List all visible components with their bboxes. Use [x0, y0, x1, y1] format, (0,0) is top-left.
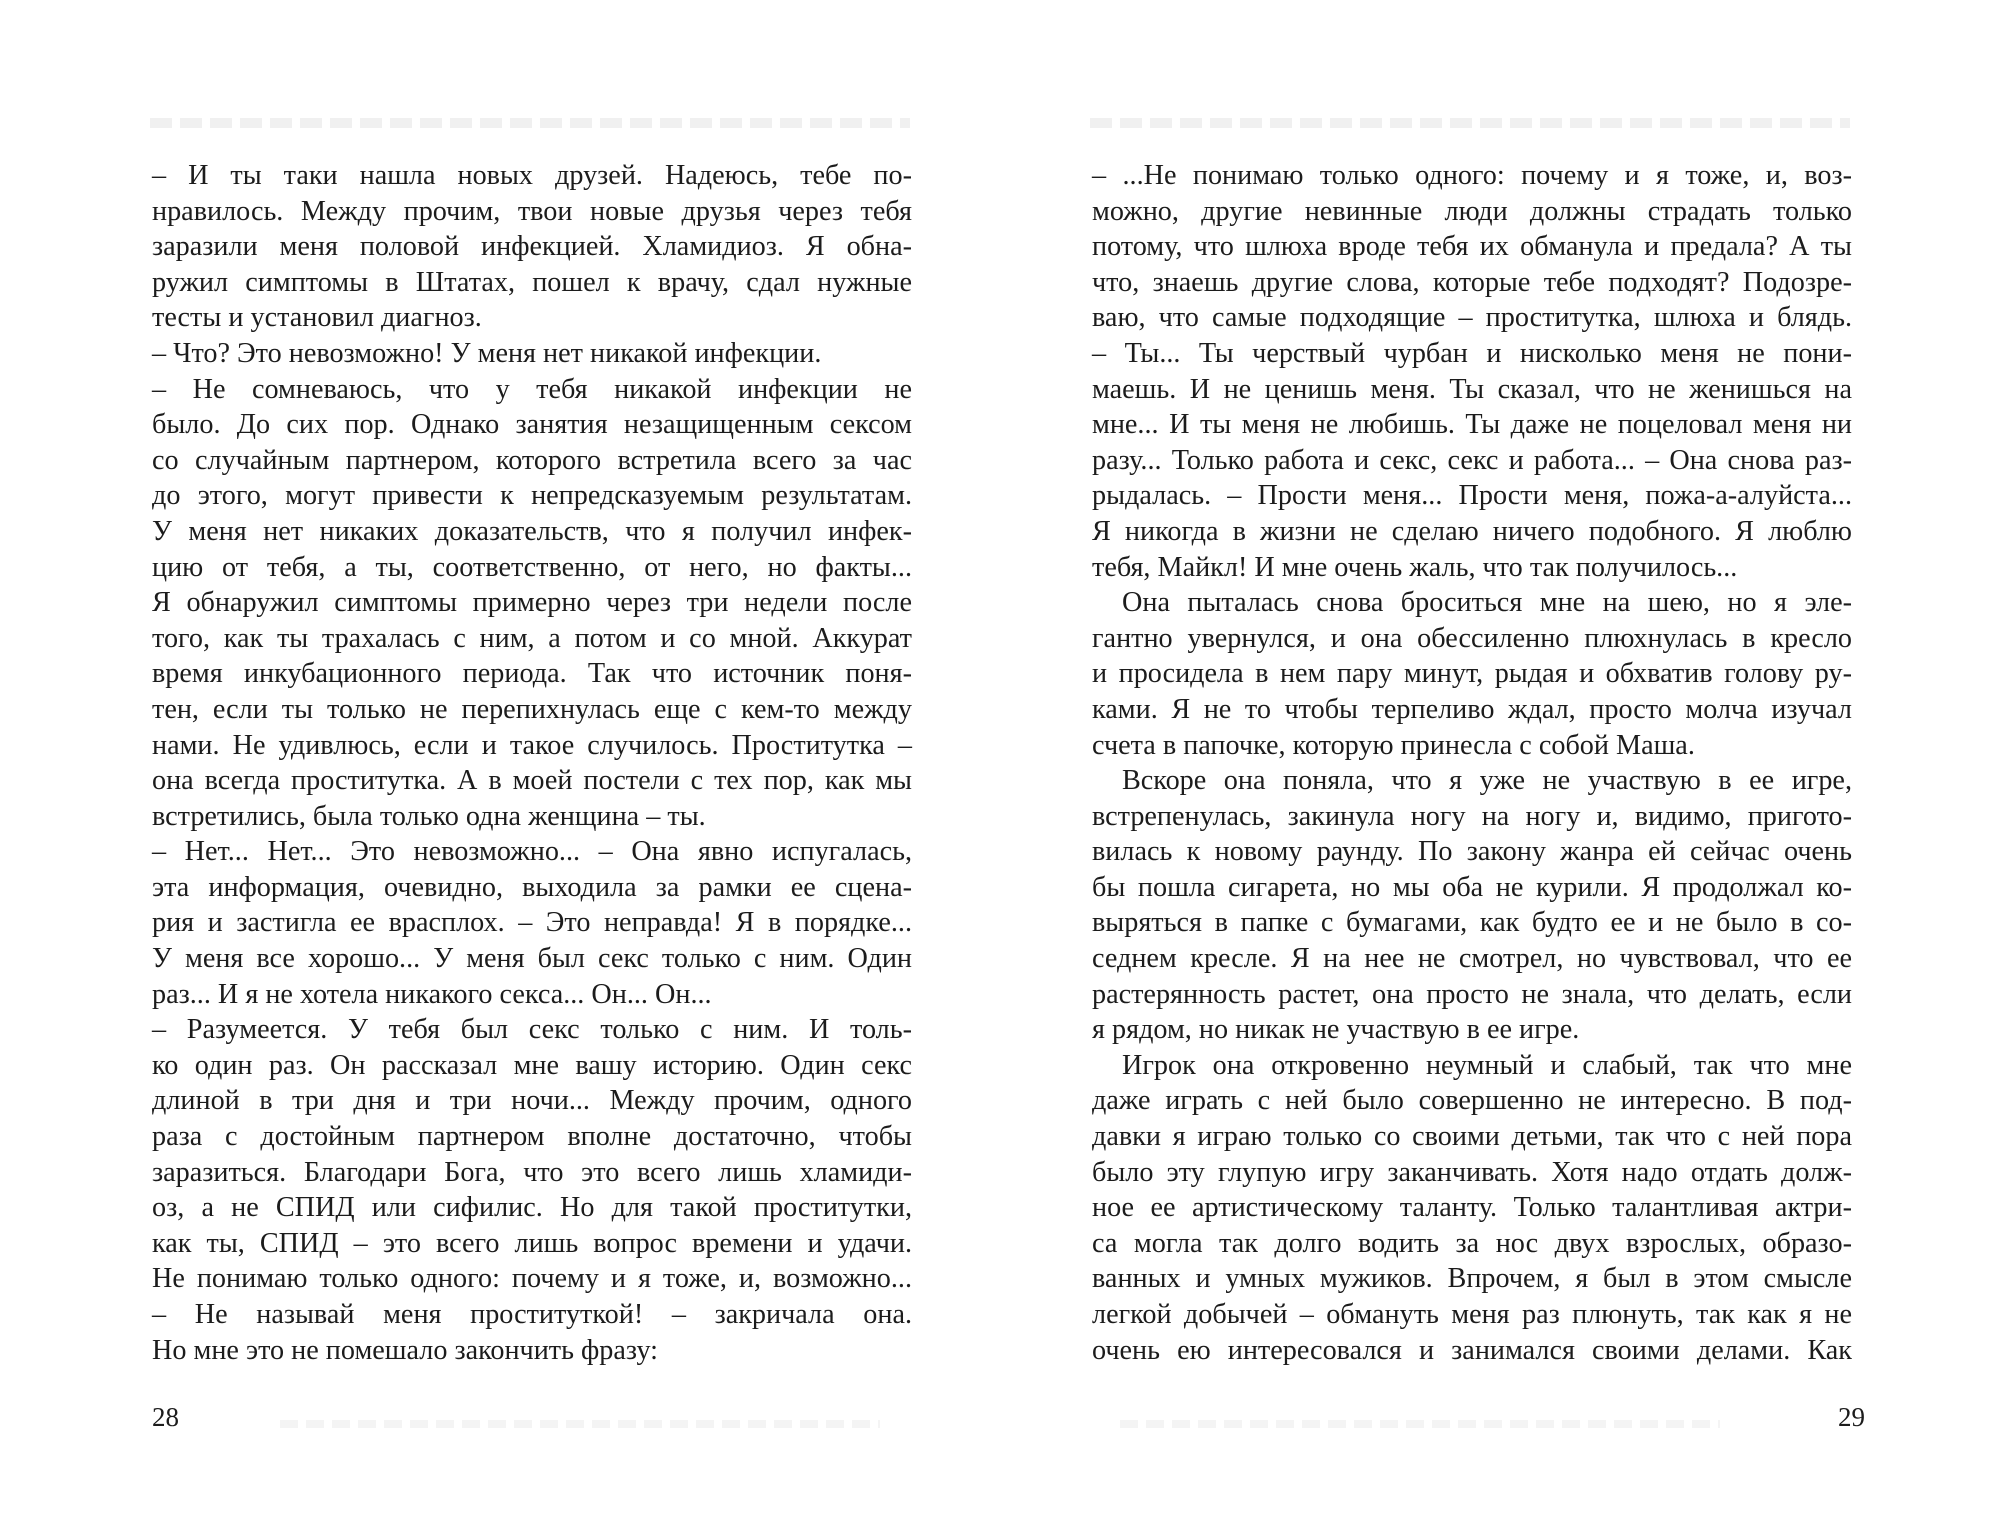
- running-head-ghost: [150, 118, 910, 128]
- text-line: Не понимаю только одного: почему и я тоже, и, возможно...: [152, 1263, 912, 1295]
- text-line: было эту глупую игру заканчивать. Хотя надо отдать долж-: [1092, 1156, 1852, 1188]
- text-line: тесты и установил диагноз.: [152, 302, 482, 334]
- text-line: растерянность растет, она просто не знала, что делать, если: [1092, 978, 1852, 1010]
- text-line: ванных и умных мужиков. Впрочем, я был в этом смысле: [1092, 1263, 1852, 1295]
- text-line: седнем кресле. Я на нее не смотрел, но чувствовал, что ее: [1092, 943, 1852, 975]
- page-number: 28: [152, 1402, 179, 1432]
- text-line: как ты, СПИД – это всего лишь вопрос времени и удачи.: [152, 1227, 912, 1259]
- text-line: встретились, была только одна женщина – ты.: [152, 800, 706, 832]
- text-line: раз... И я не хотела никакого секса... Он... Он...: [152, 978, 712, 1010]
- text-line: время инкубационного периода. Так что источник поня-: [152, 658, 912, 690]
- text-line: мне... И ты меня не любишь. Ты даже не поцеловал меня ни: [1092, 409, 1852, 441]
- text-line: тебя, Майкл! И мне очень жаль, что так получилось...: [1092, 551, 1738, 583]
- text-line: со случайным партнером, которого встретила всего за час: [152, 444, 912, 476]
- text-line: рия и застигла ее врасплох. – Это неправда! Я в порядке...: [152, 907, 912, 939]
- left-page-body: [152, 158, 912, 1368]
- page-number: 29: [1838, 1402, 1865, 1432]
- text-line: она всегда проститутка. А в моей постели с тех пор, как мы: [152, 765, 912, 797]
- footer-ghost: [280, 1420, 880, 1428]
- text-line: легкой добычей – обмануть меня раз плюнуть, так как я не: [1092, 1299, 1852, 1330]
- text-line: бы пошла сигарета, но мы оба не курили. Я продолжал ко-: [1092, 871, 1852, 903]
- text-line: – Не называй меня проституткой! – закричала она.: [152, 1299, 912, 1330]
- text-line: вилась к новому раунду. По закону жанра ей сейчас очень: [1092, 836, 1852, 868]
- text-line: ное ее артистическому таланту. Только талантливая актри-: [1092, 1192, 1852, 1224]
- text-line: У меня все хорошо... У меня был секс только с ним. Один: [152, 943, 912, 975]
- text-line: – ...Не понимаю только одного: почему и я тоже, и, воз-: [1092, 160, 1852, 191]
- text-line: Я никогда в жизни не сделаю ничего подобного. Я люблю: [1092, 515, 1852, 547]
- text-line: – Не сомневаюсь, что у тебя никакой инфекции не: [152, 373, 912, 405]
- text-line: того, как ты трахалась с ним, а потом и со мной. Аккурат: [152, 622, 912, 654]
- right-page-body: [1092, 158, 1852, 1368]
- text-line: цию от тебя, а ты, соответственно, от него, но факты...: [152, 551, 912, 583]
- text-line: – Разумеется. У тебя был секс только с ним. И толь-: [152, 1014, 912, 1046]
- text-line: даже играть с ней было совершенно не интересно. В под-: [1092, 1085, 1852, 1117]
- running-head-ghost: [1090, 118, 1850, 128]
- text-line: ружил симптомы в Штатах, пошел к врачу, сдал нужные: [152, 266, 912, 298]
- text-line: маешь. И не ценишь меня. Ты сказал, что не женишься на: [1092, 373, 1852, 405]
- text-line: тен, если ты только не перепихнулась еще с кем-то между: [152, 693, 912, 725]
- text-line: ками. Я не то чтобы терпеливо ждал, просто молча изучал: [1092, 693, 1852, 725]
- text-line: оз, а не СПИД или сифилис. Но для такой проститутки,: [152, 1192, 912, 1224]
- text-line: гантно увернулся, и она обессиленно плюхнулась в кресло: [1092, 622, 1852, 654]
- text-line: счета в папочке, которую принесла с собой Маша.: [1092, 729, 1695, 761]
- text-line: – Нет... Нет... Это невозможно... – Она явно испугалась,: [152, 836, 912, 868]
- text-line: было. До сих пор. Однако занятия незащищенным сексом: [152, 409, 912, 441]
- text-line: Я обнаружил симптомы примерно через три недели после: [152, 587, 912, 619]
- footer-ghost: [1120, 1420, 1720, 1428]
- text-line: выряться в папке с бумагами, как будто ее и не было в со-: [1092, 907, 1852, 939]
- text-line: Она пыталась снова броситься мне на шею, но я эле-: [1122, 587, 1852, 619]
- text-line: и просидела в нем пару минут, рыдая и обхватив голову ру-: [1092, 658, 1852, 690]
- text-line: что, знаешь другие слова, которые тебе подходят? Подозре-: [1092, 266, 1852, 298]
- text-line: я рядом, но никак не участвую в ее игре.: [1092, 1014, 1580, 1046]
- text-line: ваю, что самые подходящие – проститутка, шлюха и блядь.: [1092, 302, 1852, 334]
- text-line: потому, что шлюха вроде тебя их обманула и предала? А ты: [1092, 231, 1852, 263]
- text-line: можно, другие невинные люди должны страдать только: [1092, 195, 1852, 227]
- text-line: У меня нет никаких доказательств, что я получил инфек-: [152, 515, 912, 547]
- text-line: очень ею интересовался и занимался своими делами. Как: [1092, 1334, 1852, 1366]
- text-line: ко один раз. Он рассказал мне вашу историю. Один секс: [152, 1049, 912, 1081]
- text-line: – Ты... Ты черствый чурбан и нисколько меня не пони-: [1092, 337, 1852, 369]
- text-line: раза с достойным партнером вполне достаточно, чтобы: [152, 1121, 912, 1153]
- text-line: Вскоре она поняла, что я уже не участвую в ее игре,: [1122, 765, 1852, 797]
- text-line: нами. Не удивлюсь, если и такое случилось. Проститутка –: [152, 729, 912, 761]
- text-line: эта информация, очевидно, выходила за рамки ее сцена-: [152, 871, 912, 903]
- text-line: длиной в три дня и три ночи... Между прочим, одного: [152, 1085, 912, 1117]
- text-line: Но мне это не помешало закончить фразу:: [152, 1334, 658, 1366]
- text-line: заразиться. Благодари Бога, что это всего лишь хламиди-: [152, 1156, 912, 1188]
- right-page: [1000, 0, 2000, 1513]
- text-line: нравилось. Между прочим, твои новые друзья через тебя: [152, 195, 912, 227]
- text-line: Игрок она откровенно неумный и слабый, так что мне: [1122, 1049, 1852, 1081]
- text-line: разу... Только работа и секс, секс и работа... – Она снова раз-: [1092, 444, 1852, 476]
- text-line: са могла так долго водить за нос двух взрослых, образо-: [1092, 1227, 1852, 1259]
- text-line: – Что? Это невозможно! У меня нет никакой инфекции.: [152, 337, 822, 369]
- text-line: до этого, могут привести к непредсказуемым результатам.: [152, 480, 912, 512]
- text-line: рыдалась. – Прости меня... Прости меня, пожа-а-алуйста...: [1092, 480, 1852, 512]
- text-line: давки я играю только со своими детьми, так что с ней пора: [1092, 1121, 1852, 1153]
- text-line: заразили меня половой инфекцией. Хламидиоз. Я обна-: [152, 231, 912, 263]
- text-line: встрепенулась, закинула ногу на ногу и, видимо, пригото-: [1092, 800, 1852, 832]
- text-line: – И ты таки нашла новых друзей. Надеюсь, тебе по-: [152, 160, 912, 191]
